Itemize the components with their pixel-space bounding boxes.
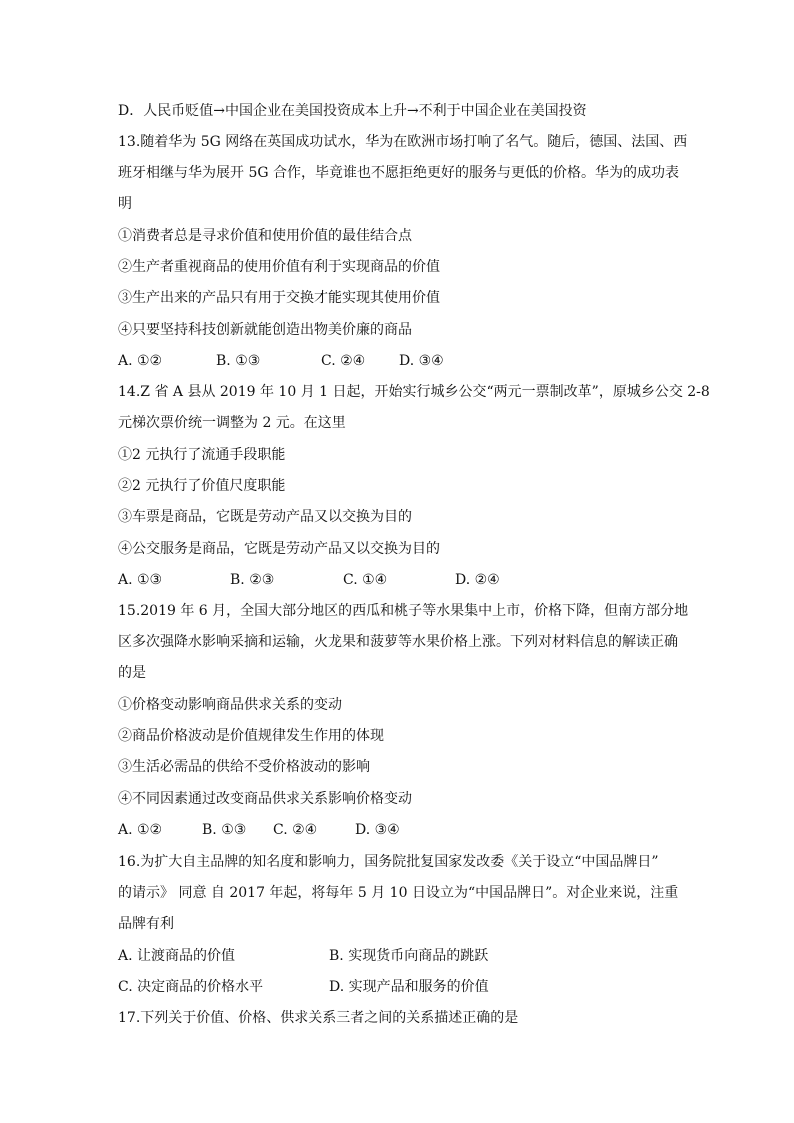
q15-option-d: D. ③④ bbox=[355, 822, 400, 838]
q15-item-3: ③生活必需品的供给不受价格波动的影响 bbox=[118, 759, 370, 775]
q15-option-c: C. ②④ bbox=[273, 822, 318, 838]
q14-stem-line-1: 14.Z 省 A 县从 2019 年 10 月 1 日起，开始实行城乡公交“两元一票制改革”，原城乡公交 2-8 bbox=[118, 384, 710, 400]
q15-stem-line-2: 区多次强降水影响采摘和运输，火龙果和菠萝等水果价格上涨。下列对材料信息的解读正确 bbox=[118, 634, 678, 650]
q15-item-2: ②商品价格波动是价值规律发生作用的体现 bbox=[118, 728, 384, 744]
q14-option-d: D. ②④ bbox=[455, 572, 500, 588]
q13-item-2: ②生产者重视商品的使用价值有利于实现商品的价值 bbox=[118, 259, 440, 275]
q15-item-1: ①价格变动影响商品供求关系的变动 bbox=[118, 697, 342, 713]
q14-option-b: B. ②③ bbox=[230, 572, 275, 588]
q16-option-c: C. 决定商品的价格水平 bbox=[118, 979, 264, 995]
q13-stem-line-2: 班牙相继与华为展开 5G 合作，毕竟谁也不愿拒绝更好的服务与更低的价格。华为的成功表 bbox=[118, 165, 679, 181]
q13-option-b: B. ①③ bbox=[216, 353, 261, 369]
q16-stem-line-3: 品牌有利 bbox=[118, 916, 174, 932]
q14-option-a: A. ①③ bbox=[118, 572, 163, 588]
q15-option-a: A. ①② bbox=[118, 822, 163, 838]
q16-option-b: B. 实现货币向商品的跳跃 bbox=[329, 948, 489, 964]
q14-option-c: C. ①④ bbox=[343, 572, 388, 588]
q16-option-d: D. 实现产品和服务的价值 bbox=[329, 979, 489, 995]
q13-stem-line-1: 13.随着华为 5G 网络在英国成功试水，华为在欧洲市场打响了名气。随后，德国、法国、西 bbox=[118, 134, 688, 150]
q14-item-4: ④公交服务是商品，它既是劳动产品又以交换为目的 bbox=[118, 541, 440, 557]
q14-item-3: ③车票是商品，它既是劳动产品又以交换为目的 bbox=[118, 509, 412, 525]
q15-stem-line-3: 的是 bbox=[118, 665, 146, 681]
q13-option-c: C. ②④ bbox=[321, 353, 366, 369]
q12-option-d: D．人民币贬值→中国企业在美国投资成本上升→不利于中国企业在美国投资 bbox=[118, 103, 587, 119]
q13-item-3: ③生产出来的产品只有用于交换才能实现其使用价值 bbox=[118, 290, 440, 306]
q15-item-4: ④不同因素通过改变商品供求关系影响价格变动 bbox=[118, 791, 412, 807]
q14-item-1: ①2 元执行了流通手段职能 bbox=[118, 447, 286, 463]
q13-option-d: D. ③④ bbox=[399, 353, 444, 369]
q13-item-1: ①消费者总是寻求价值和使用价值的最佳结合点 bbox=[118, 228, 412, 244]
q15-option-b: B. ①③ bbox=[202, 822, 247, 838]
q13-item-4: ④只要坚持科技创新就能创造出物美价廉的商品 bbox=[118, 322, 412, 338]
q15-stem-line-1: 15.2019 年 6 月，全国大部分地区的西瓜和桃子等水果集中上市，价格下降，但南方部分地 bbox=[118, 603, 689, 619]
q13-stem-line-3: 明 bbox=[118, 196, 132, 212]
q14-item-2: ②2 元执行了价值尺度职能 bbox=[118, 478, 286, 494]
q14-stem-line-2: 元梯次票价统一调整为 2 元。在这里 bbox=[118, 415, 346, 431]
q16-stem-line-2: 的请示》 同意 自 2017 年起，将每年 5 月 10 日设立为“中国品牌日”。对企业来说，注重 bbox=[118, 885, 679, 901]
q13-option-a: A. ①② bbox=[118, 353, 163, 369]
q16-option-a: A. 让渡商品的价值 bbox=[118, 948, 236, 964]
q17-stem: 17.下列关于价值、价格、供求关系三者之间的关系描述正确的是 bbox=[118, 1010, 519, 1026]
q16-stem-line-1: 16.为扩大自主品牌的知名度和影响力，国务院批复国家发改委《关于设立“中国品牌日” bbox=[118, 854, 659, 870]
